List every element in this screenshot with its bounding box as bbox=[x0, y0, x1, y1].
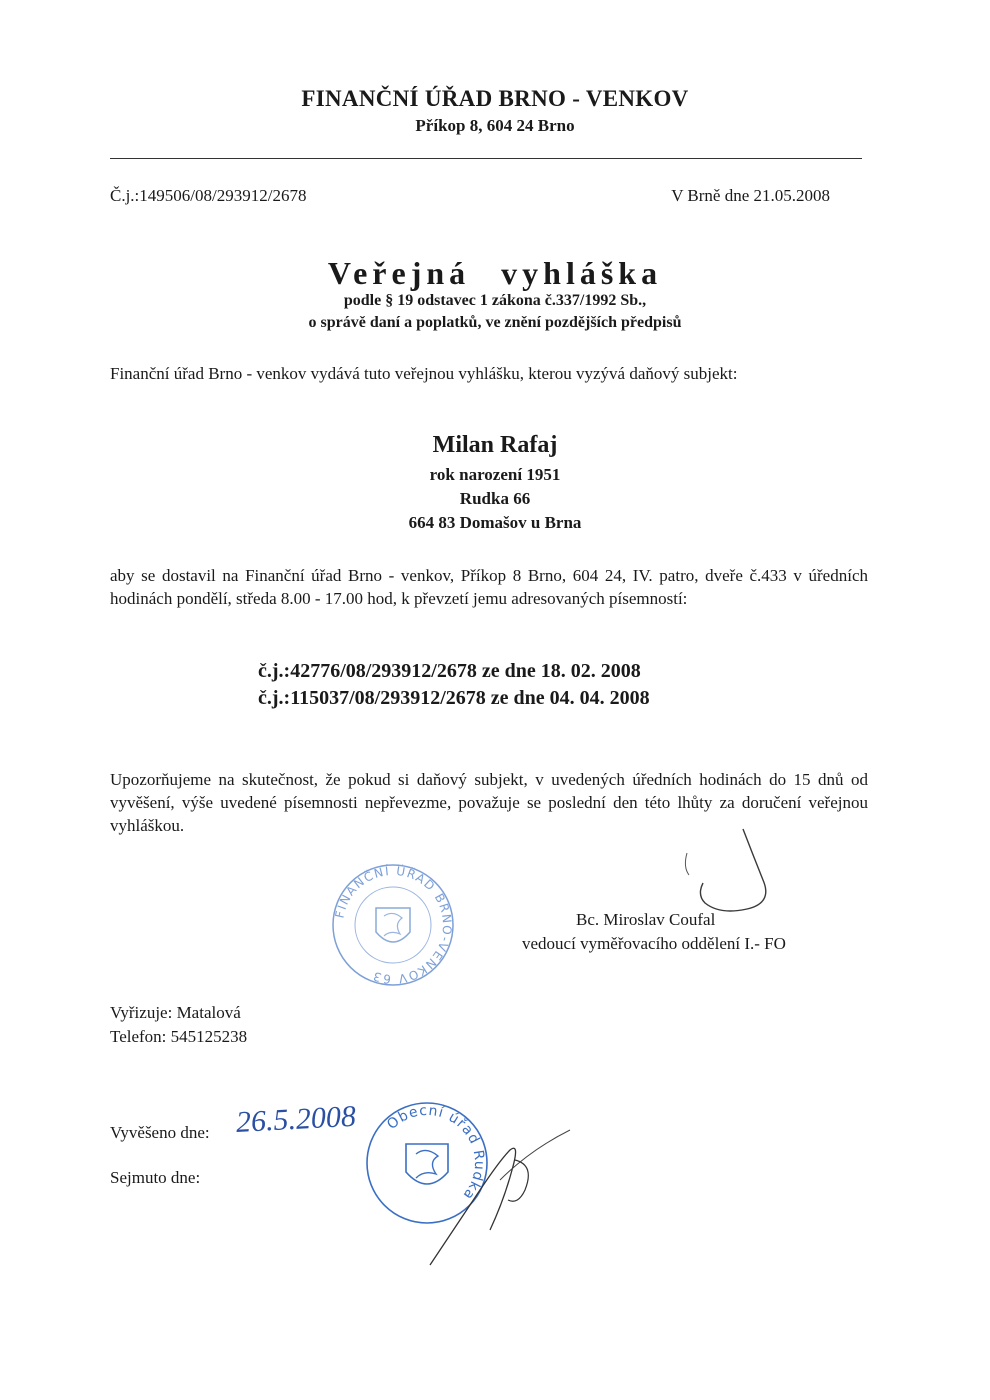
notice-paragraph: Upozorňujeme na skutečnost, že pokud si daňový subjekt, v uvedených úředních hodinách do 15 dnů od vyvěšení, výše uvedené písemnosti nepřevezme, považuje se poslední den této lhůty za doručení veřejnou vyhláškou. bbox=[110, 770, 868, 835]
subject-city: 664 83 Domašov u Brna bbox=[408, 513, 582, 532]
phone-number: Telefon: 545125238 bbox=[110, 1027, 248, 1046]
office-stamp bbox=[328, 860, 458, 990]
posted-date-handwritten: 26.5.2008 bbox=[235, 1099, 357, 1139]
posting-signature bbox=[420, 1120, 590, 1270]
removed-label: Sejmuto dne: bbox=[110, 1168, 201, 1187]
subject-street: Rudka 66 bbox=[459, 489, 531, 508]
signer-name: Bc. Miroslav Coufal bbox=[576, 910, 716, 929]
signer-role: vedoucí vyměřovacího oddělení I.- FO bbox=[522, 934, 786, 953]
issue-date: V Brně dne 21.05.2008 bbox=[671, 186, 830, 205]
office-name: FINANČNÍ ÚŘAD BRNO - VENKOV bbox=[301, 86, 689, 111]
reference-number: Č.j.:149506/08/293912/2678 bbox=[110, 186, 307, 205]
summons-paragraph: aby se dostavil na Finanční úřad Brno - venkov, Příkop 8 Brno, 604 24, IV. patro, dveře č.433 v úředních hodinách pondělí, středa 8.00 - 17.00 hod, k převzetí jemu adresovaných písemností: bbox=[110, 566, 868, 608]
document-title: Veřejná vyhláška bbox=[327, 255, 663, 291]
legal-basis-line-1: podle § 19 odstavec 1 zákona č.337/1992 Sb., bbox=[343, 292, 647, 309]
office-address: Příkop 8, 604 24 Brno bbox=[415, 116, 575, 135]
intro-paragraph: Finanční úřad Brno - venkov vydává tuto veřejnou vyhlášku, kterou vyzývá daňový subjekt: bbox=[110, 364, 738, 383]
document-reference: č.j.:115037/08/293912/2678 ze dne 04. 04. 2008 bbox=[258, 687, 650, 709]
legal-basis-line-2: o správě daní a poplatků, ve znění pozdějších předpisů bbox=[308, 314, 682, 331]
subject-birth-year: rok narození 1951 bbox=[429, 465, 561, 484]
document-reference: č.j.:42776/08/293912/2678 ze dne 18. 02. 2008 bbox=[258, 660, 641, 682]
office-stamp-text: FINANČNÍ ÚŘAD BRNO-VENKOV 63 bbox=[332, 863, 455, 987]
header-divider bbox=[110, 158, 862, 159]
municipal-stamp-text: Obecní úřad Rudka bbox=[384, 1102, 488, 1204]
posted-label: Vyvěšeno dne: bbox=[110, 1123, 210, 1142]
handled-by: Vyřizuje: Matalová bbox=[110, 1003, 241, 1022]
subject-name: Milan Rafaj bbox=[432, 432, 558, 458]
